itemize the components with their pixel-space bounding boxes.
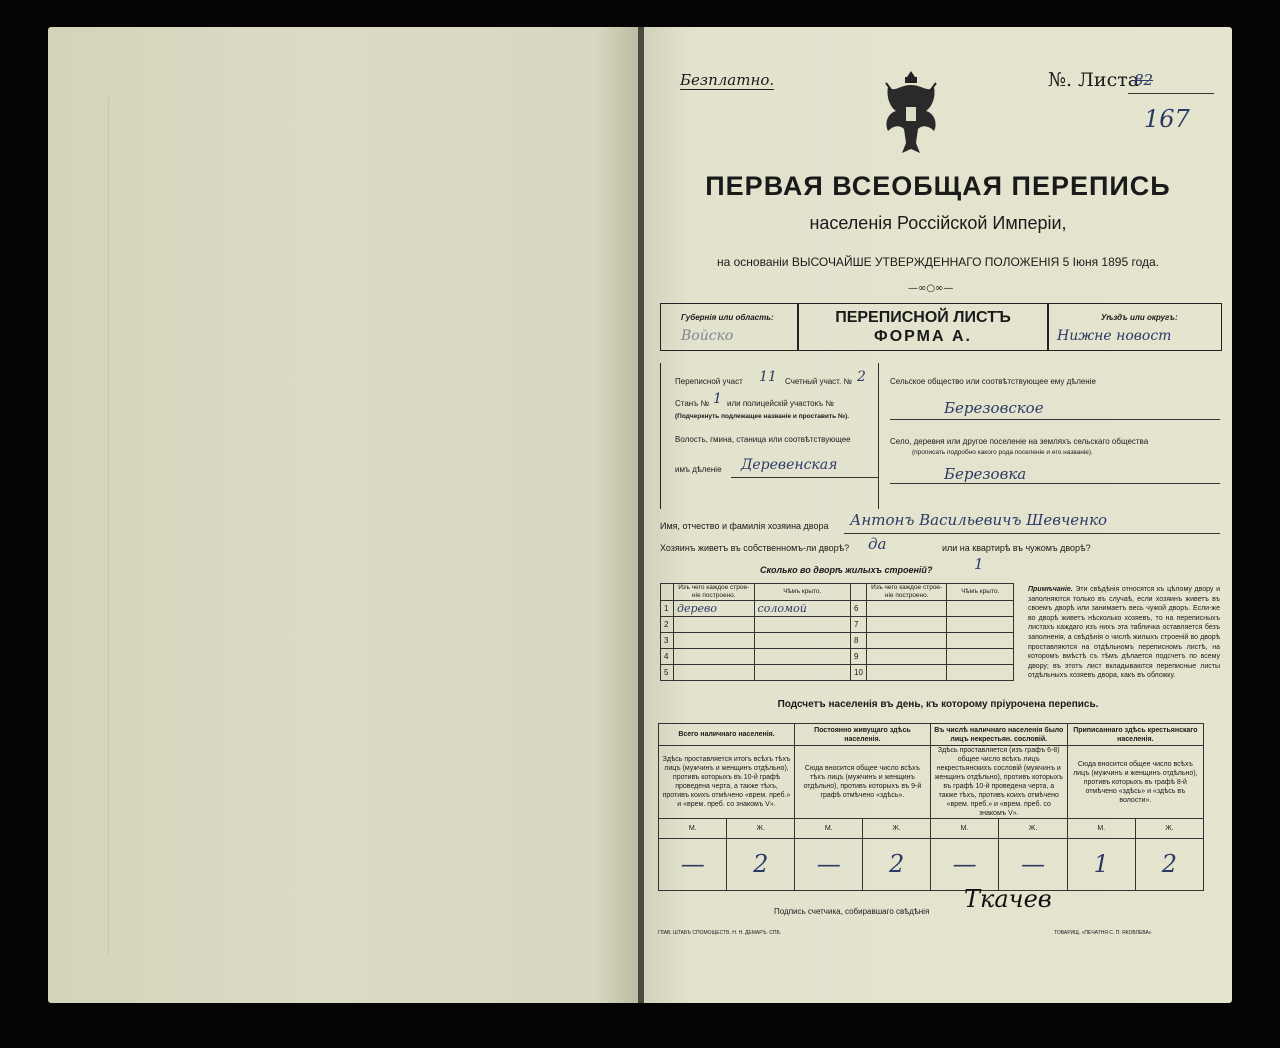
count-value: — xyxy=(795,839,863,891)
subtitle: населенія Россійской Имперіи, xyxy=(809,213,1067,233)
count-description: Сюда вносится общее число всѣхъ тѣхъ лицъ (мужчинъ и женщинъ отдѣльно), противъ которыхъ въ 9-й графѣ отмѣчено «здѣсь». xyxy=(795,746,931,819)
table-row xyxy=(661,633,1014,649)
uchastok-number: 11 xyxy=(759,369,777,385)
count-description: Сюда вносится общее число всѣхъ лицъ (мужчинъ и женщинъ отдѣльно), противъ которыхъ въ графѣ 8-й отмѣчено «здѣсь» и «здѣсь въ волости». xyxy=(1067,746,1203,819)
buildings-table xyxy=(660,583,1014,681)
uezd-value: Нижне новост xyxy=(1057,328,1172,344)
count-value: 2 xyxy=(1135,839,1203,891)
buildings-label: Сколько во дворѣ жилыхъ строеній? xyxy=(760,565,933,575)
bt-col-material: Изъ чего каждое строе-ніе построено. xyxy=(673,584,754,601)
volost-label-2: имъ дѣленіе xyxy=(675,465,722,474)
census-form-page xyxy=(644,27,1232,1003)
table-row xyxy=(661,617,1014,633)
count-header: Въ числѣ наличнаго населенія было лицъ некрестьян. сословій. xyxy=(930,724,1067,746)
open-ledger xyxy=(40,27,1240,1007)
stan-number: 1 xyxy=(713,391,722,407)
owner-lives-value: да xyxy=(868,535,887,553)
sex-f-header: Ж. xyxy=(1135,819,1203,839)
owner-or-label: или на квартирѣ въ чужомъ дворѣ? xyxy=(942,543,1091,553)
form-name: ПЕРЕПИСНОЙ ЛИСТЪ xyxy=(835,309,1011,326)
count-title: Подсчетъ населенія въ день, къ которому пріурочена перепись. xyxy=(777,699,1099,710)
uezd-box xyxy=(1048,303,1222,351)
schetny-number: 2 xyxy=(857,369,866,385)
form-name-box xyxy=(798,303,1048,351)
bt-row-number: 9 xyxy=(851,649,867,665)
count-value: 2 xyxy=(863,839,930,891)
location-block-left xyxy=(660,363,879,509)
form-type: ФОРМА А. xyxy=(874,328,972,345)
bt-row-number: 4 xyxy=(661,649,674,665)
society-label: Сельское общество или соотвѣтствующее ему дѣленіе xyxy=(890,377,1096,386)
bt-row-number: 8 xyxy=(851,633,867,649)
gubernia-box xyxy=(660,303,798,351)
note-text: Эти свѣдѣнія относятся къ цѣлому двору и заполняются только въ случаѣ, если хозяинъ живетъ въ своемъ дворѣ или занимаетъ весь чужой дворъ. Если-же во дворѣ живетъ нѣсколько хозяевъ, то на переписныхъ листахъ каждаго изъ нихъ эта табличка оставляется безъ заполненія, а свѣдѣнія о числѣ жилыхъ строеній во дворѣ проставляются на отдѣльномъ переписномъ листѣ, на которомъ вмѣстѣ съ тѣмъ дѣлается подсчетъ по всему двору; въ этотъ лист вкладываются переписные листы отдѣльныхъ хозяевъ двора, какъ въ обложку. xyxy=(1028,586,1220,680)
show-through-ruling xyxy=(108,97,614,957)
note-title: Примѣчаніе. xyxy=(1028,586,1073,593)
table-row xyxy=(661,665,1014,681)
owner-lives-label: Хозяинъ живетъ въ собственномъ-ли дворѣ? xyxy=(660,543,850,553)
count-value: — xyxy=(930,839,998,891)
imperial-eagle-icon xyxy=(880,67,942,159)
sheet-number-crossed: 82 xyxy=(1134,71,1154,89)
volost-value: Деревенская xyxy=(741,457,838,473)
volost-label: Волость, гмина, станица или соотвѣтствующее xyxy=(675,435,851,444)
bt-col-roof: Чѣмъ крыто. xyxy=(754,584,851,601)
sex-m-header: М. xyxy=(795,819,863,839)
count-value: 1 xyxy=(1067,839,1135,891)
uezd-label: Уѣздъ или округъ: xyxy=(1101,313,1178,322)
bt-col-material-2: Изъ чего каждое строе-ніе построено. xyxy=(866,584,947,601)
free-label: Безплатно. xyxy=(680,71,775,89)
owner-name-value: Антонъ Васильевичъ Шевченко xyxy=(850,511,1108,529)
bt-col-roof-2: Чѣмъ крыто. xyxy=(947,584,1014,601)
uchastok-label: Переписной участ xyxy=(675,377,743,386)
sex-f-header: Ж. xyxy=(863,819,930,839)
police-label: или полицейскій участокъ № xyxy=(727,399,834,408)
legal-basis: на основаніи ВЫСОЧАЙШЕ УТВЕРЖДЕННАГО ПОЛОЖЕНІЯ 5 Іюня 1895 года. xyxy=(716,255,1159,269)
village-label: Село, деревня или другое поселеніе на земляхъ сельскаго общества xyxy=(890,437,1149,446)
note-block xyxy=(1028,585,1220,681)
owner-name-label: Имя, отчество и фамилія хозяина двора xyxy=(660,521,829,531)
bt-row-number: 7 xyxy=(851,617,867,633)
village-value: Березовка xyxy=(944,465,1027,483)
table-row xyxy=(661,601,1014,617)
count-header: Всего наличнаго населенія. xyxy=(659,724,795,746)
table-row xyxy=(661,649,1014,665)
population-count-table xyxy=(658,723,1204,891)
count-description: Здѣсь проставляется (изъ графъ 6-8) общее число всѣхъ лицъ некрестьянскихъ сословій (мужчинъ и женщинъ отдѣльно), противъ которыхъ въ графѣ 10-й проведена черта, а также тѣхъ, противъ коихъ отмѣчено «врем. преб.» и «врем. преб. со знакомъ V». xyxy=(930,746,1067,819)
buildings-value: 1 xyxy=(974,555,984,573)
count-description: Здѣсь проставляется итогъ всѣхъ тѣхъ лицъ (мужчинъ и женщинъ отдѣльно), противъ которыхъ въ 10-й графѣ проведена черта, а также тѣхъ, противъ коихъ отмѣчено «врем. преб.» и «врем. преб. со знакомъ V». xyxy=(659,746,795,819)
count-value: — xyxy=(659,839,727,891)
society-value: Березовское xyxy=(944,399,1044,417)
left-blank-page xyxy=(48,27,644,1003)
block-divider xyxy=(878,363,879,509)
sex-m-header: М. xyxy=(659,819,727,839)
gubernia-label: Губернія или область: xyxy=(681,313,774,322)
bt-material: дерево xyxy=(673,601,754,617)
sex-f-header: Ж. xyxy=(727,819,795,839)
count-header: Постоянно живущаго здѣсь населенія. xyxy=(795,724,931,746)
main-title: ПЕРВАЯ ВСЕОБЩАЯ ПЕРЕПИСЬ xyxy=(705,171,1171,201)
underline-note: (Подчеркнуть подлежащее названіе и проставить №). xyxy=(675,413,850,420)
signature-label: Подпись счетчика, собиравшаго свѣдѣнія xyxy=(774,907,930,916)
village-note: (прописать подробно какого рода поселеніе и его названіе). xyxy=(912,449,1093,456)
sex-m-header: М. xyxy=(1067,819,1135,839)
signature-value: Ткачев xyxy=(964,885,1052,913)
count-value: — xyxy=(999,839,1067,891)
bt-row-number: 10 xyxy=(851,665,867,681)
bt-roof: соломой xyxy=(754,601,851,617)
bt-row-number: 6 xyxy=(851,601,867,617)
bt-row-number: 3 xyxy=(661,633,674,649)
count-header: Приписаннаго здѣсь крестьянскаго населенія. xyxy=(1067,724,1203,746)
sex-m-header: М. xyxy=(930,819,998,839)
count-value: 2 xyxy=(727,839,795,891)
sheet-number-label: №. Листа xyxy=(1048,69,1140,91)
sheet-number-value: 167 xyxy=(1144,105,1190,133)
bt-row-number: 5 xyxy=(661,665,674,681)
footer-right: ТОВАРИЩ. «ПЕЧАТНЯ С. П. ЯКОВЛЕВА» xyxy=(1054,930,1152,936)
stan-label: Станъ № xyxy=(675,399,710,408)
gubernia-value: Войско xyxy=(681,328,734,344)
bt-row-number: 1 xyxy=(661,601,674,617)
footer-left: ГЛАВ. ШТАБЪ СПОМОЩЕСТВ. Н. Н. ДЕМАРЪ. СПБ. xyxy=(658,930,782,936)
ornament-divider: —∞○∞— xyxy=(908,283,954,294)
sex-f-header: Ж. xyxy=(999,819,1067,839)
schetny-label: Счетный участ. № xyxy=(785,377,852,386)
bt-row-number: 2 xyxy=(661,617,674,633)
